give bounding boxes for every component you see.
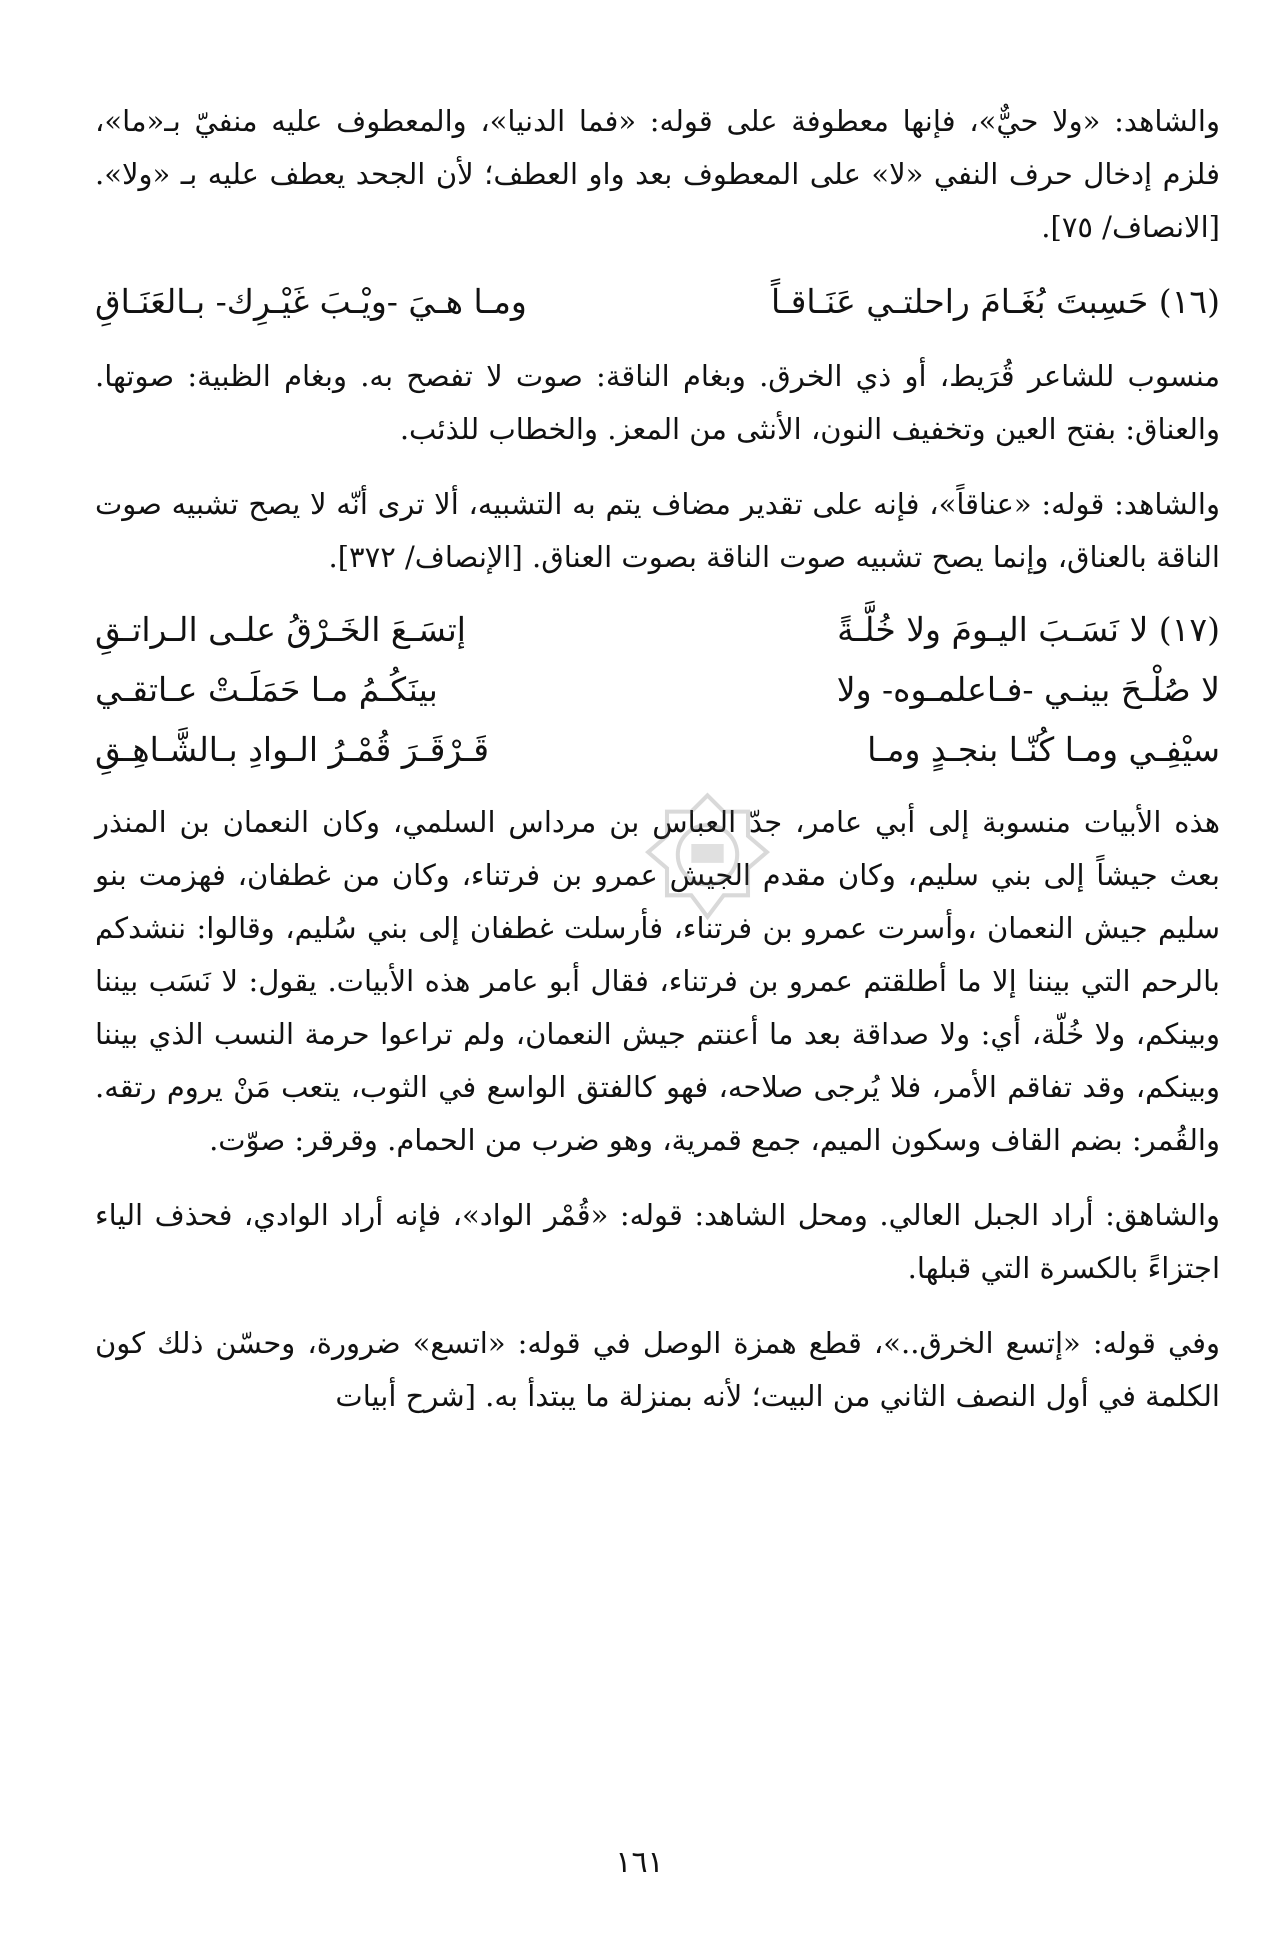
- page-number: ١٦١: [615, 1845, 664, 1880]
- verse-16: [95, 272, 1220, 332]
- verse-16-first-hemistich: (١٦) حَسِبتَ بُغَـامَ راحلتـي عَنَـاقـاً: [770, 282, 1220, 321]
- verse-16-second-hemistich: ومـا هـيَ -ويْـبَ غَيْـرِك- بـالعَنَـاقِ: [95, 282, 527, 321]
- library-watermark-icon: [640, 790, 775, 925]
- paragraph-verse-16-shahid: والشاهد: قوله: «عناقاً»، فإنه على تقدير مضاف يتم به التشبيه، ألا ترى أنّه لا يصح تشبيه صوت الناقة بالعناق، وإنما يصح تشبيه صوت الناقة بصوت العناق. [الإنصاف/ ٣٧٢].: [95, 487, 1220, 574]
- paragraph-verse-17-commentary: هذه الأبيات منسوبة إلى أبي عامر، جدّ العباس بن مرداس السلمي، وكان النعمان بن المنذر بعث جيشاً إلى بني سليم، وكان مقدم الجيش عمرو بن فرتناء، وكان من غطفان، فهزمت بنو سليم جيش النعمان ،وأسرت عمرو بن فرتناء، فأرسلت غطفان إلى بني سُليم، وقالوا: ننشدكم بالرحم التي بيننا إلا ما أطلقتم عمرو بن فرتناء، فقال أبو عامر هذه الأبيات. يقول: لا نَسَب بيننا وبينكم، ولا خُلّة، أي: ولا صداقة بعد ما أعنتم جيش النعمان، ولم تراعوا حرمة النسب الذي بيننا وبينكم، وقد تفاقم الأمر، فلا يُرجى صلاحه، فهو كالفتق الواسع في الثوب، يتعب مَنْ يروم رتقه. والقُمر: بضم القاف وسكون الميم، جمع قمرية، وهو ضرب من الحمام. وقرقر: صوّت.: [95, 805, 1220, 1157]
- verse-17-first-hemistich: (١٧) لا نَسَـبَ اليـومَ ولا خُلَّـةً: [837, 610, 1220, 649]
- paragraph-hamza-note: وفي قوله: «إتسع الخرق..»، قطع همزة الوصل في قوله: «اتسع» ضرورة، وحسّن ذلك كون الكلمة في أول النصف الثاني من البيت؛ لأنه بمنزلة ما يبتدأ به. [شرح أبيات: [95, 1326, 1220, 1413]
- verse-17-line: [95, 720, 1220, 780]
- verse-17-line: [95, 660, 1220, 720]
- verse-17: [95, 600, 1220, 780]
- verse-17-second-hemistich: قَـرْقَـرَ قُمْـرُ الـوادِ بـالشَّـاهِـقِ: [95, 730, 490, 769]
- paragraph-verse-16-commentary: منسوب للشاعر قُرَيط، أو ذي الخرق. وبغام الناقة: صوت لا تفصح به. وبغام الظبية: صوتها. والعناق: بفتح العين وتخفيف النون، الأنثى من المعز. والخطاب للذئب.: [95, 359, 1220, 446]
- verse-17-first-hemistich: سيْفِـي ومـا كُنّـا بنجـدٍ ومـا: [867, 730, 1220, 769]
- verse-17-second-hemistich: إتسَـعَ الخَـرْقُ علـى الـراتـقِ: [95, 610, 466, 649]
- paragraph-verse-17-shahid: والشاهق: أراد الجبل العالي. ومحل الشاهد: قوله: «قُمْر الواد»، فإنه أراد الوادي، فحذف الياء اجتزاءً بالكسرة التي قبلها.: [95, 1198, 1220, 1285]
- verse-17-line: [95, 600, 1220, 660]
- page-body: [95, 95, 1220, 1423]
- verse-17-first-hemistich: لا صُلْـحَ بينـي -فـاعلمـوه- ولا: [836, 670, 1220, 709]
- verse-17-second-hemistich: بينَكُـمُ مـا حَمَلَـتْ عـاتقـي: [95, 670, 438, 709]
- paragraph-shahid-wala-hayy: والشاهد: «ولا حيٌّ»، فإنها معطوفة على قوله: «فما الدنيا»، والمعطوف عليه منفيّ بـ«ما»، فلزم إدخال حرف النفي «لا» على المعطوف بعد واو العطف؛ لأن الجحد يعطف عليه بـ «ولا». [الانصاف/ ٧٥].: [95, 104, 1220, 244]
